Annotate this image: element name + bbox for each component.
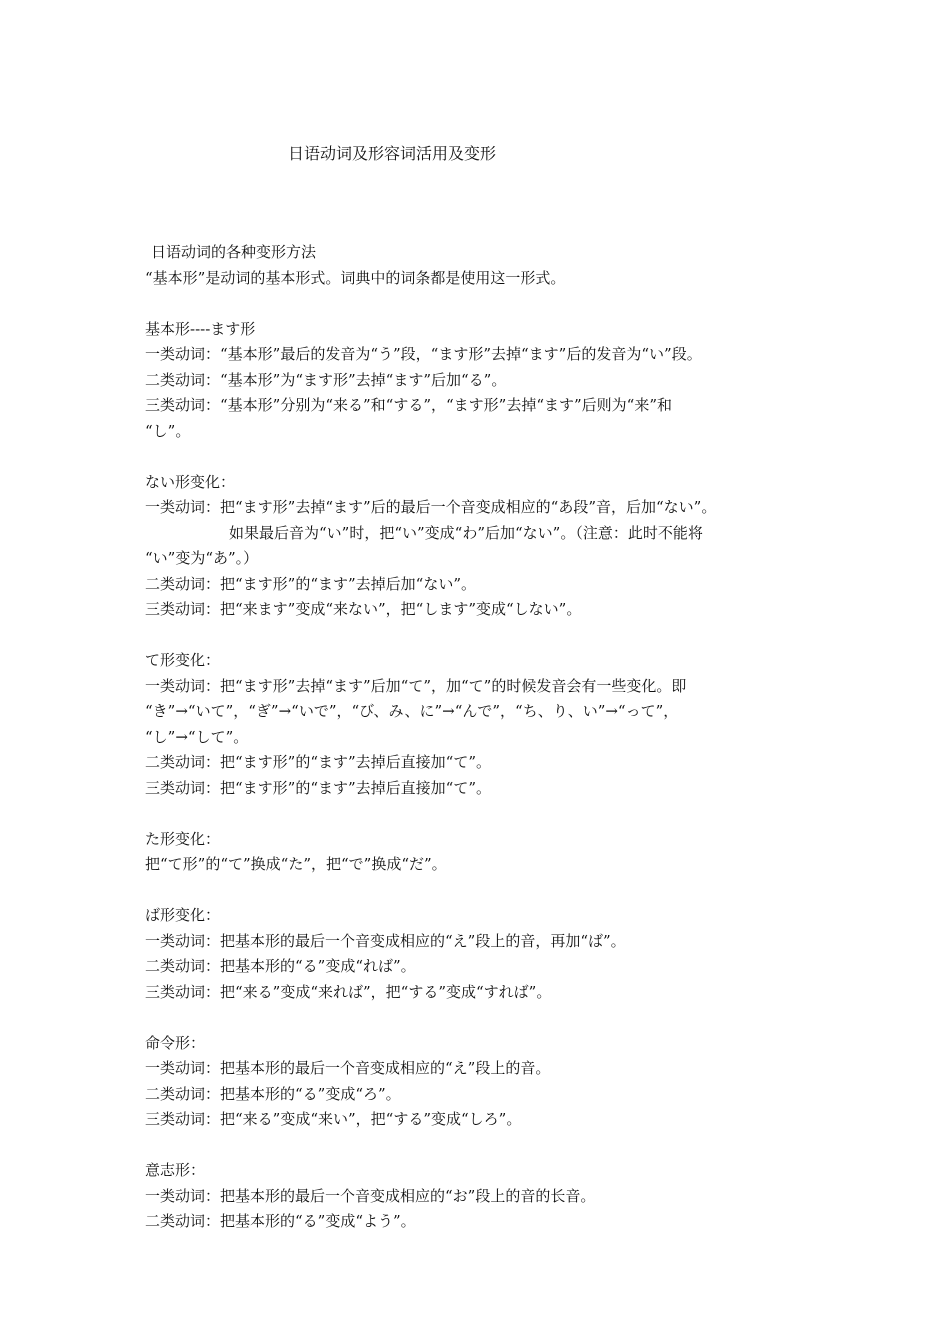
section-heading: た形变化： xyxy=(145,829,221,848)
section-line: 把“て形”的“て”换成“た”，把“で”换成“だ”。 xyxy=(145,855,447,873)
section-line: 一类动词：把基本形的最后一个音变成相应的“え”段上的音，再加“ば”。 xyxy=(145,931,626,950)
section-line: 一类动词：把基本形的最后一个音变成相应的“お”段上的音的长音。 xyxy=(145,1186,596,1205)
spacer xyxy=(145,801,807,827)
section-line: 一类动词：把基本形的最后一个音变成相应的“え”段上的音。 xyxy=(145,1059,551,1077)
section-line: “し”→“して”。 xyxy=(145,727,249,746)
section-line: 一类动词：把“ます形”去掉“ます”后的最后一个音变成相应的“あ段”音，后加“ない”。 xyxy=(145,498,717,516)
spacer xyxy=(145,623,807,649)
spacer xyxy=(145,878,807,904)
section-line: “し”。 xyxy=(145,421,191,440)
document-body xyxy=(145,240,807,1235)
spacer xyxy=(145,291,807,317)
section-line: 三类动词：“基本形”分别为“来る”和“する”，“ます形”去掉“ます”后则为“来”和 xyxy=(145,396,673,414)
spacer xyxy=(145,444,807,470)
section-line: 三类动词：把“来る”变成“来れば”，把“する”变成“すれば”。 xyxy=(145,982,552,1001)
section-line: 一类动词：“基本形”最后的发音为“う”段，“ます形”去掉“ます”后的发音为“い”段。 xyxy=(145,345,702,363)
spacer xyxy=(145,1133,807,1159)
section-heading: て形变化： xyxy=(145,651,221,669)
spacer xyxy=(145,1005,807,1031)
section-line: 二类动词：把基本形的“る”变成“よう”。 xyxy=(145,1212,416,1230)
section-line: 二类动词：把“ます形”的“ます”去掉后加“ない”。 xyxy=(145,574,477,593)
section-heading: 命令形： xyxy=(145,1033,206,1052)
section-line: 二类动词：把基本形的“る”变成“れば”。 xyxy=(145,957,416,975)
section-line: 一类动词：把“ます形”去掉“ます”后加“て”，加“て”的时候发音会有一些变化。即 xyxy=(145,676,687,695)
section-line: 二类动词：把“ます形”的“ます”去掉后直接加“て”。 xyxy=(145,753,492,771)
section-line: 三类动词：把“ます形”的“ます”去掉后直接加“て”。 xyxy=(145,778,492,797)
section-line: 三类动词：把“来る”变成“来い”，把“する”变成“しろ”。 xyxy=(145,1110,522,1128)
section-line: 三类动词：把“来ます”变成“来ない”，把“します”变成“しない”。 xyxy=(145,600,582,618)
section-heading: 基本形----ます形 xyxy=(145,319,256,338)
section-line: 如果最后音为“い”时，把“い”变成“わ”后加“ない”。（注意：此时不能将 xyxy=(229,523,703,542)
intro-text: “基本形”是动词的基本形式。词典中的词条都是使用这一形式。 xyxy=(145,268,566,287)
section-line: 二类动词：把基本形的“る”变成“ろ”。 xyxy=(145,1084,401,1103)
section-heading: ば形变化： xyxy=(145,906,221,924)
intro-heading: 日语动词的各种变形方法 xyxy=(151,243,317,261)
section-heading: 意志形： xyxy=(145,1161,206,1179)
section-line: “い”变为“あ”。） xyxy=(145,549,259,567)
section-line: “き”→“いて”，“ぎ”→“いで”，“び、み、に”→“んで”，“ち、り、い”→“って”， xyxy=(145,702,679,720)
section-line: 二类动词：“基本形”为“ます形”去掉“ます”后加“る”。 xyxy=(145,370,507,389)
document-title: 日语动词及形容词活用及变形 xyxy=(288,144,497,163)
section-heading: ない形变化： xyxy=(145,472,236,491)
